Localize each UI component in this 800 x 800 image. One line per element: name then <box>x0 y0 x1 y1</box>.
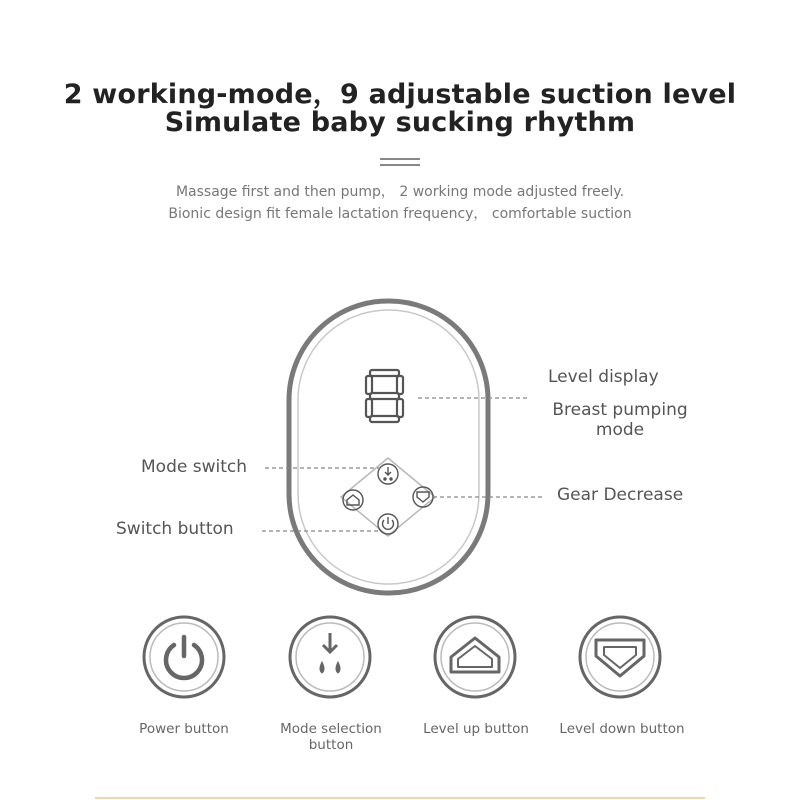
mode-drops-icon <box>290 617 370 697</box>
callout-switch-button: Switch button <box>116 519 234 539</box>
mini-level-down-icon <box>413 487 433 507</box>
callout-mode-switch: Mode switch <box>141 457 247 477</box>
mini-mode-icon <box>378 464 398 484</box>
power-icon <box>144 617 224 697</box>
bottom-accent-line <box>95 797 705 799</box>
device-inner-shell <box>298 310 479 584</box>
description-line1: Massage first and then pump， 2 working mode adjusted freely. <box>175 184 625 200</box>
mode-selection-button-label: Mode selection button <box>280 721 382 753</box>
mini-power-icon <box>378 514 398 534</box>
level-down-button-label: Level down button <box>559 721 685 737</box>
device-outer-shell <box>289 301 488 593</box>
level-up-button-label: Level up button <box>423 721 529 737</box>
power-button-label: Power button <box>139 721 229 737</box>
callout-gear-decrease: Gear Decrease <box>557 485 684 505</box>
level-up-house-icon <box>435 617 515 697</box>
description-line2: Bionic design fit female lactation frequency， comfortable suction <box>168 206 632 222</box>
level-down-arrow-icon <box>580 617 660 697</box>
headline-line1: 2 working-mode，9 adjustable suction level <box>63 79 737 110</box>
callout-breast-pumping-mode: Breast pumping mode <box>552 400 688 440</box>
callout-level-display: Level display <box>548 367 659 387</box>
headline-line2: Simulate baby sucking rhythm <box>164 107 636 138</box>
level-display-digit <box>366 370 403 422</box>
